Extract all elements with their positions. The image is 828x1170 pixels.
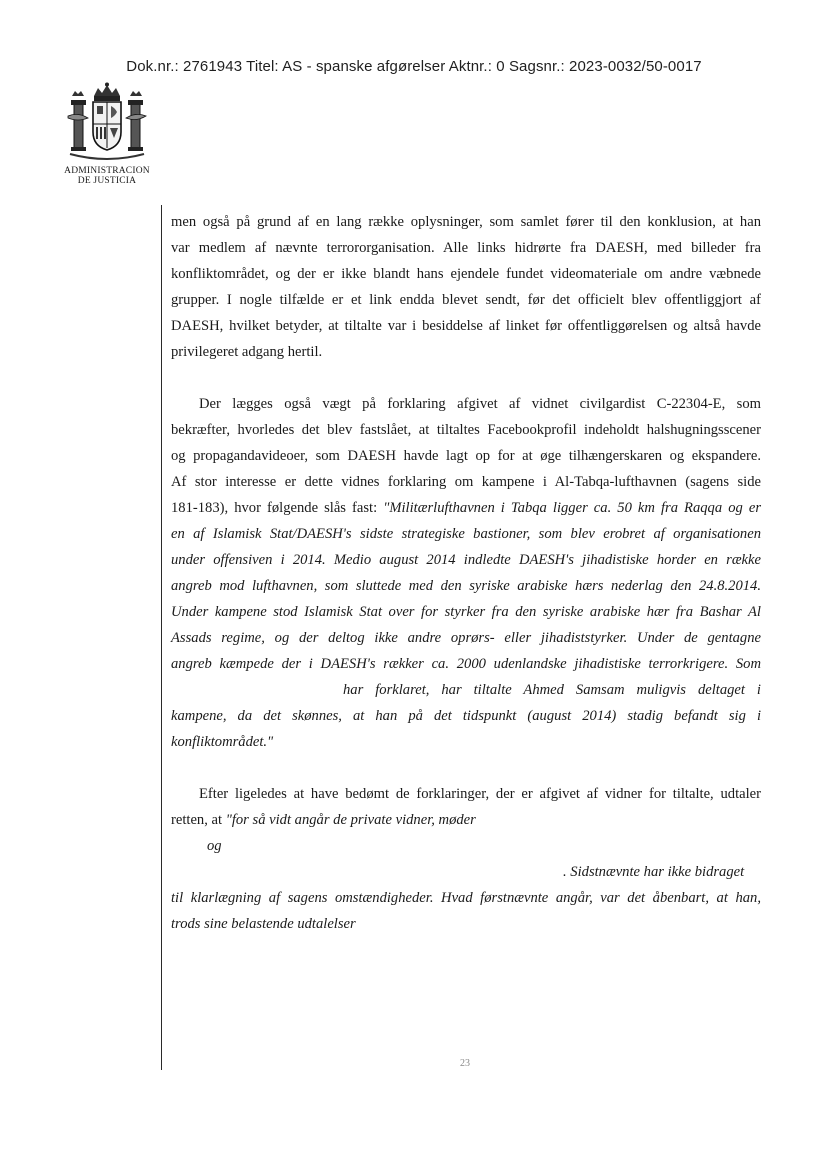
text-line: og propagandavideoer, som DAESH havde lagt op for at øge tilhængerskaren og ekspandere. xyxy=(171,448,761,464)
quote-line: til klarlægning af sagens omstændigheder. Hvad førstnævnte angår, var det åbenbart, at han, xyxy=(171,890,761,906)
spanish-coat-of-arms-icon xyxy=(64,82,150,164)
text-line: konfliktområdet, og der er ikke blandt hans ejendele fundet videomateriale om andre væbnede xyxy=(171,266,761,282)
quote-line: trods sine belastende udtalelser xyxy=(171,916,356,932)
text-line: grupper. I nogle tilfælde er et link endda blevet sendt, før det officielt blev offentliggjort af xyxy=(171,292,761,308)
paragraph-1 xyxy=(171,209,761,365)
document-body xyxy=(171,209,761,937)
quote-line: konfliktområdet." xyxy=(171,734,274,750)
text-line: Efter ligeledes at have bedømt de forklaringer, der er afgivet af vidner for tiltalte, udtaler xyxy=(199,786,761,802)
paragraph-3 xyxy=(171,781,761,937)
quote-segment: "for så vidt angår de private vidner, møder xyxy=(225,812,476,828)
text-line: DAESH, hvilket betyder, at tiltalte var i besiddelse af linket før offentliggørelsen og altså havde xyxy=(171,318,761,334)
quote-line: og xyxy=(207,838,222,854)
quote-segment: "Militærlufthavnen i Tabqa ligger ca. 50 km fra Raqqa og er xyxy=(383,500,761,516)
quote-line: under offensiven i 2014. Medio august 2014 indledte DAESH's jihadistiske horder en række xyxy=(171,552,761,568)
quote-line: kampene, da det skønnes, at han på det tidspunkt (august 2014) stadig befandt sig i xyxy=(171,708,761,724)
text-line: bekræfter, hvorledes det blev fastslået, at tiltaltes Facebookprofil indeholdt halshugningsscener xyxy=(171,422,761,438)
quote-line: angreb kæmpede der i DAESH's rækker ca. 2000 udenlandske jihadistiske terrorkrigere. Som xyxy=(171,656,761,672)
text-line: men også på grund af en lang række oplysninger, som samlet fører til den konklusion, at han xyxy=(171,214,761,230)
emblem-caption xyxy=(58,166,156,186)
margin-vertical-rule xyxy=(161,205,162,1070)
text-segment: 181-183), hvor følgende slås fast: xyxy=(171,500,384,516)
page-number: 23 xyxy=(460,1058,470,1069)
document-header: Dok.nr.: 2761943 Titel: AS - spanske afgørelser Aktnr.: 0 Sagsnr.: 2023-0032/50-0017 xyxy=(126,58,702,75)
text-line: privilegeret adgang hertil. xyxy=(171,344,323,360)
paragraph-2 xyxy=(171,391,761,755)
emblem-caption-line1: ADMINISTRACION xyxy=(64,166,150,176)
quote-line: har forklaret, har tiltalte Ahmed Samsam muligvis deltaget i xyxy=(343,682,761,698)
coat-of-arms-emblem xyxy=(58,82,156,186)
text-line xyxy=(171,495,761,521)
quote-line: Assads regime, og der deltog ikke andre oprørs- eller jihadiststyrker. Under de gentagne xyxy=(171,630,761,646)
text-line: var medlem af nævnte terrororganisation. Alle links hidrørte fra DAESH, med billeder fra xyxy=(171,240,761,256)
text-segment: retten, at xyxy=(171,812,226,828)
quote-line: en af Islamisk Stat/DAESH's sidste strategiske bastioner, som blev erobret af organisationen xyxy=(171,526,761,542)
text-line xyxy=(171,807,761,833)
text-line: Der lægges også vægt på forklaring afgivet af vidnet civilgardist C-22304-E, som xyxy=(199,396,761,412)
text-line: Af stor interesse er dette vidnes forklaring om kampene i Al-Tabqa-lufthavnen (sagens side xyxy=(171,474,761,490)
emblem-caption-line2: DE JUSTICIA xyxy=(77,176,137,186)
quote-line: Under kampene stod Islamisk Stat over for styrker fra den syriske arabiske hær fra Bashar Al xyxy=(171,604,761,620)
quote-line: angreb mod lufthavnen, som sluttede med den syriske arabiske hærs nederlag den 24.8.2014. xyxy=(171,578,761,594)
quote-line: . Sidstnævnte har ikke bidraget xyxy=(563,864,745,880)
